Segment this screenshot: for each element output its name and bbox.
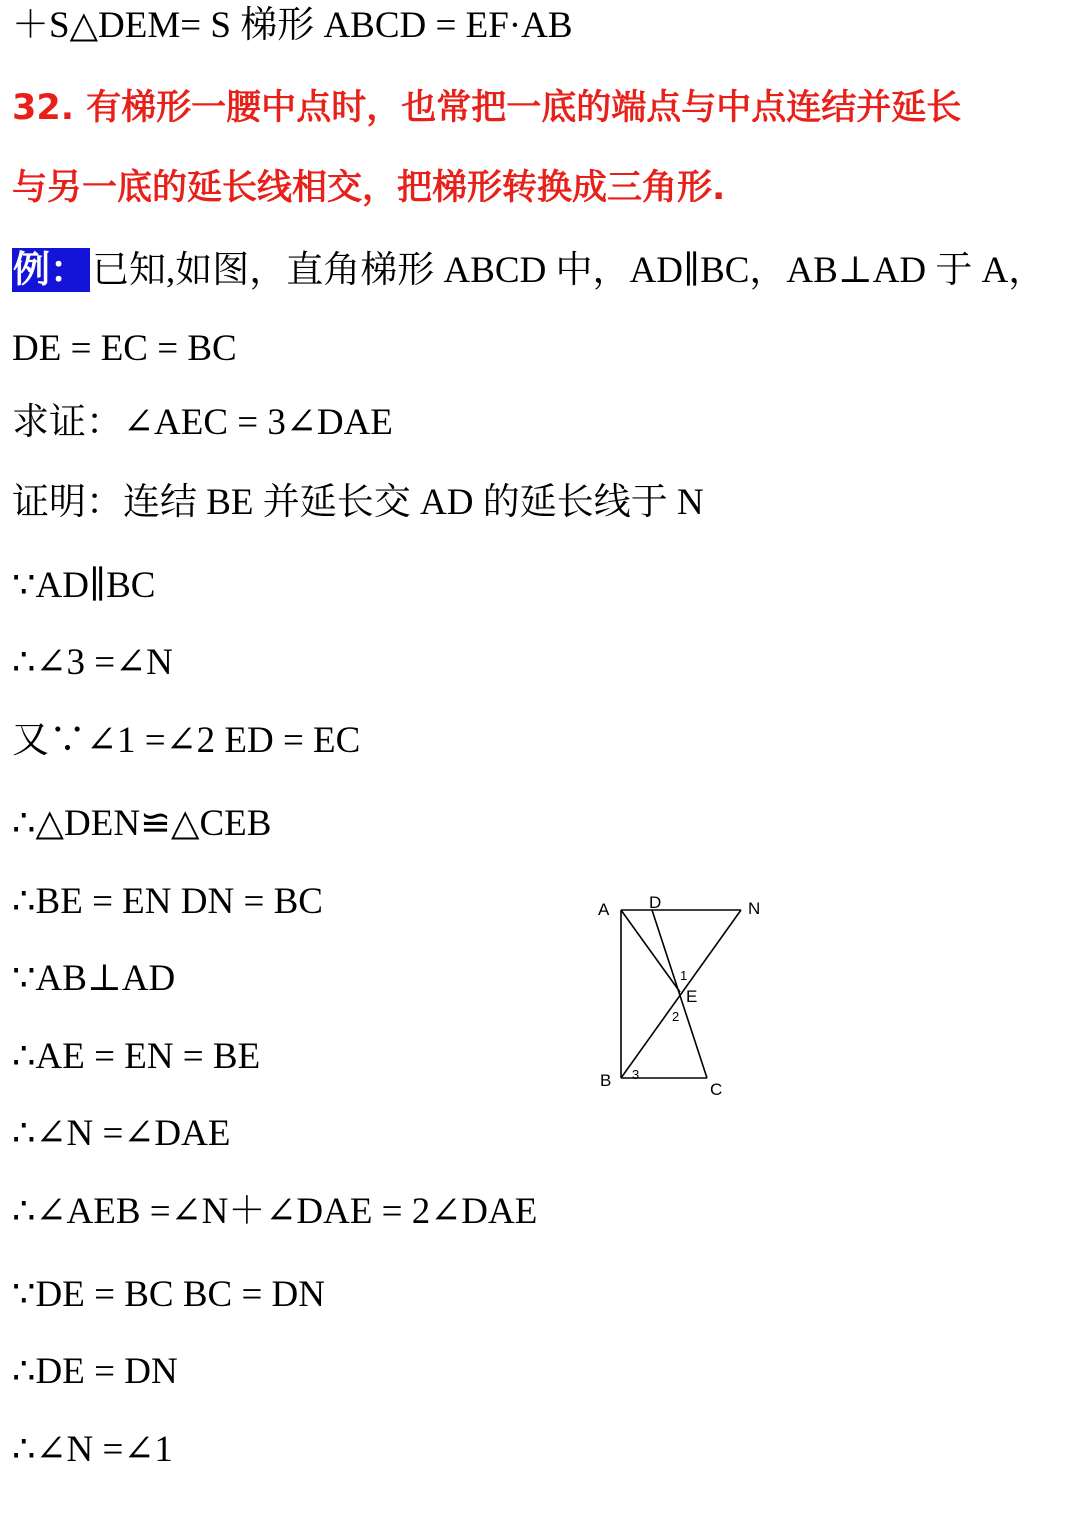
to-prove: 求证：∠AEC = 3∠DAE <box>12 402 393 443</box>
formula-line: ＋S△DEM= S 梯形 ABCD = EF·AB <box>12 5 573 46</box>
example-statement <box>12 248 1045 293</box>
point-label-A: A <box>598 900 610 919</box>
proof-step-2: ∴∠3 =∠N <box>12 642 173 683</box>
section-heading-line-2: 与另一底的延长线相交，把梯形转换成三角形. <box>12 168 726 208</box>
segment-DC <box>652 910 707 1078</box>
proof-step-9: ∴∠AEB =∠N＋∠DAE = 2∠DAE <box>12 1191 538 1232</box>
section-heading-line-1: 32. 有梯形一腰中点时，也常把一底的端点与中点连结并延长 <box>12 88 962 128</box>
angle-label-2: 2 <box>672 1009 680 1024</box>
proof-step-3: 又∵∠1 =∠2 ED = EC <box>12 720 361 761</box>
proof-step-6: ∵AB⊥AD <box>12 958 176 999</box>
point-label-C: C <box>710 1080 723 1099</box>
example-tag: 例： <box>12 248 90 292</box>
proof-step-10: ∵DE = BC BC = DN <box>12 1274 326 1315</box>
segment-AE <box>621 910 680 992</box>
proof-step-12: ∴∠N =∠1 <box>12 1429 173 1470</box>
proof-step-5: ∴BE = EN DN = BC <box>12 881 323 922</box>
given-condition: DE = EC = BC <box>12 328 237 369</box>
proof-intro: 证明：连结 BE 并延长交 AD 的延长线于 N <box>12 482 704 523</box>
angle-label-3: 3 <box>632 1067 640 1082</box>
proof-step-4: ∴△DEN≌△CEB <box>12 803 272 844</box>
proof-step-8: ∴∠N =∠DAE <box>12 1113 231 1154</box>
point-label-E: E <box>686 987 698 1006</box>
proof-step-1: ∵AD∥BC <box>12 565 156 606</box>
point-label-N: N <box>748 899 761 918</box>
proof-step-7: ∴AE = EN = BE <box>12 1036 261 1077</box>
angle-label-1: 1 <box>680 968 688 983</box>
proof-step-11: ∴DE = DN <box>12 1351 178 1392</box>
example-text: 已知,如图，直角梯形 ABCD 中，AD∥BC，AB⊥AD 于 A， <box>92 250 1046 291</box>
point-label-D: D <box>649 893 662 912</box>
point-label-B: B <box>600 1071 612 1090</box>
trapezoid-diagram <box>590 888 780 1103</box>
